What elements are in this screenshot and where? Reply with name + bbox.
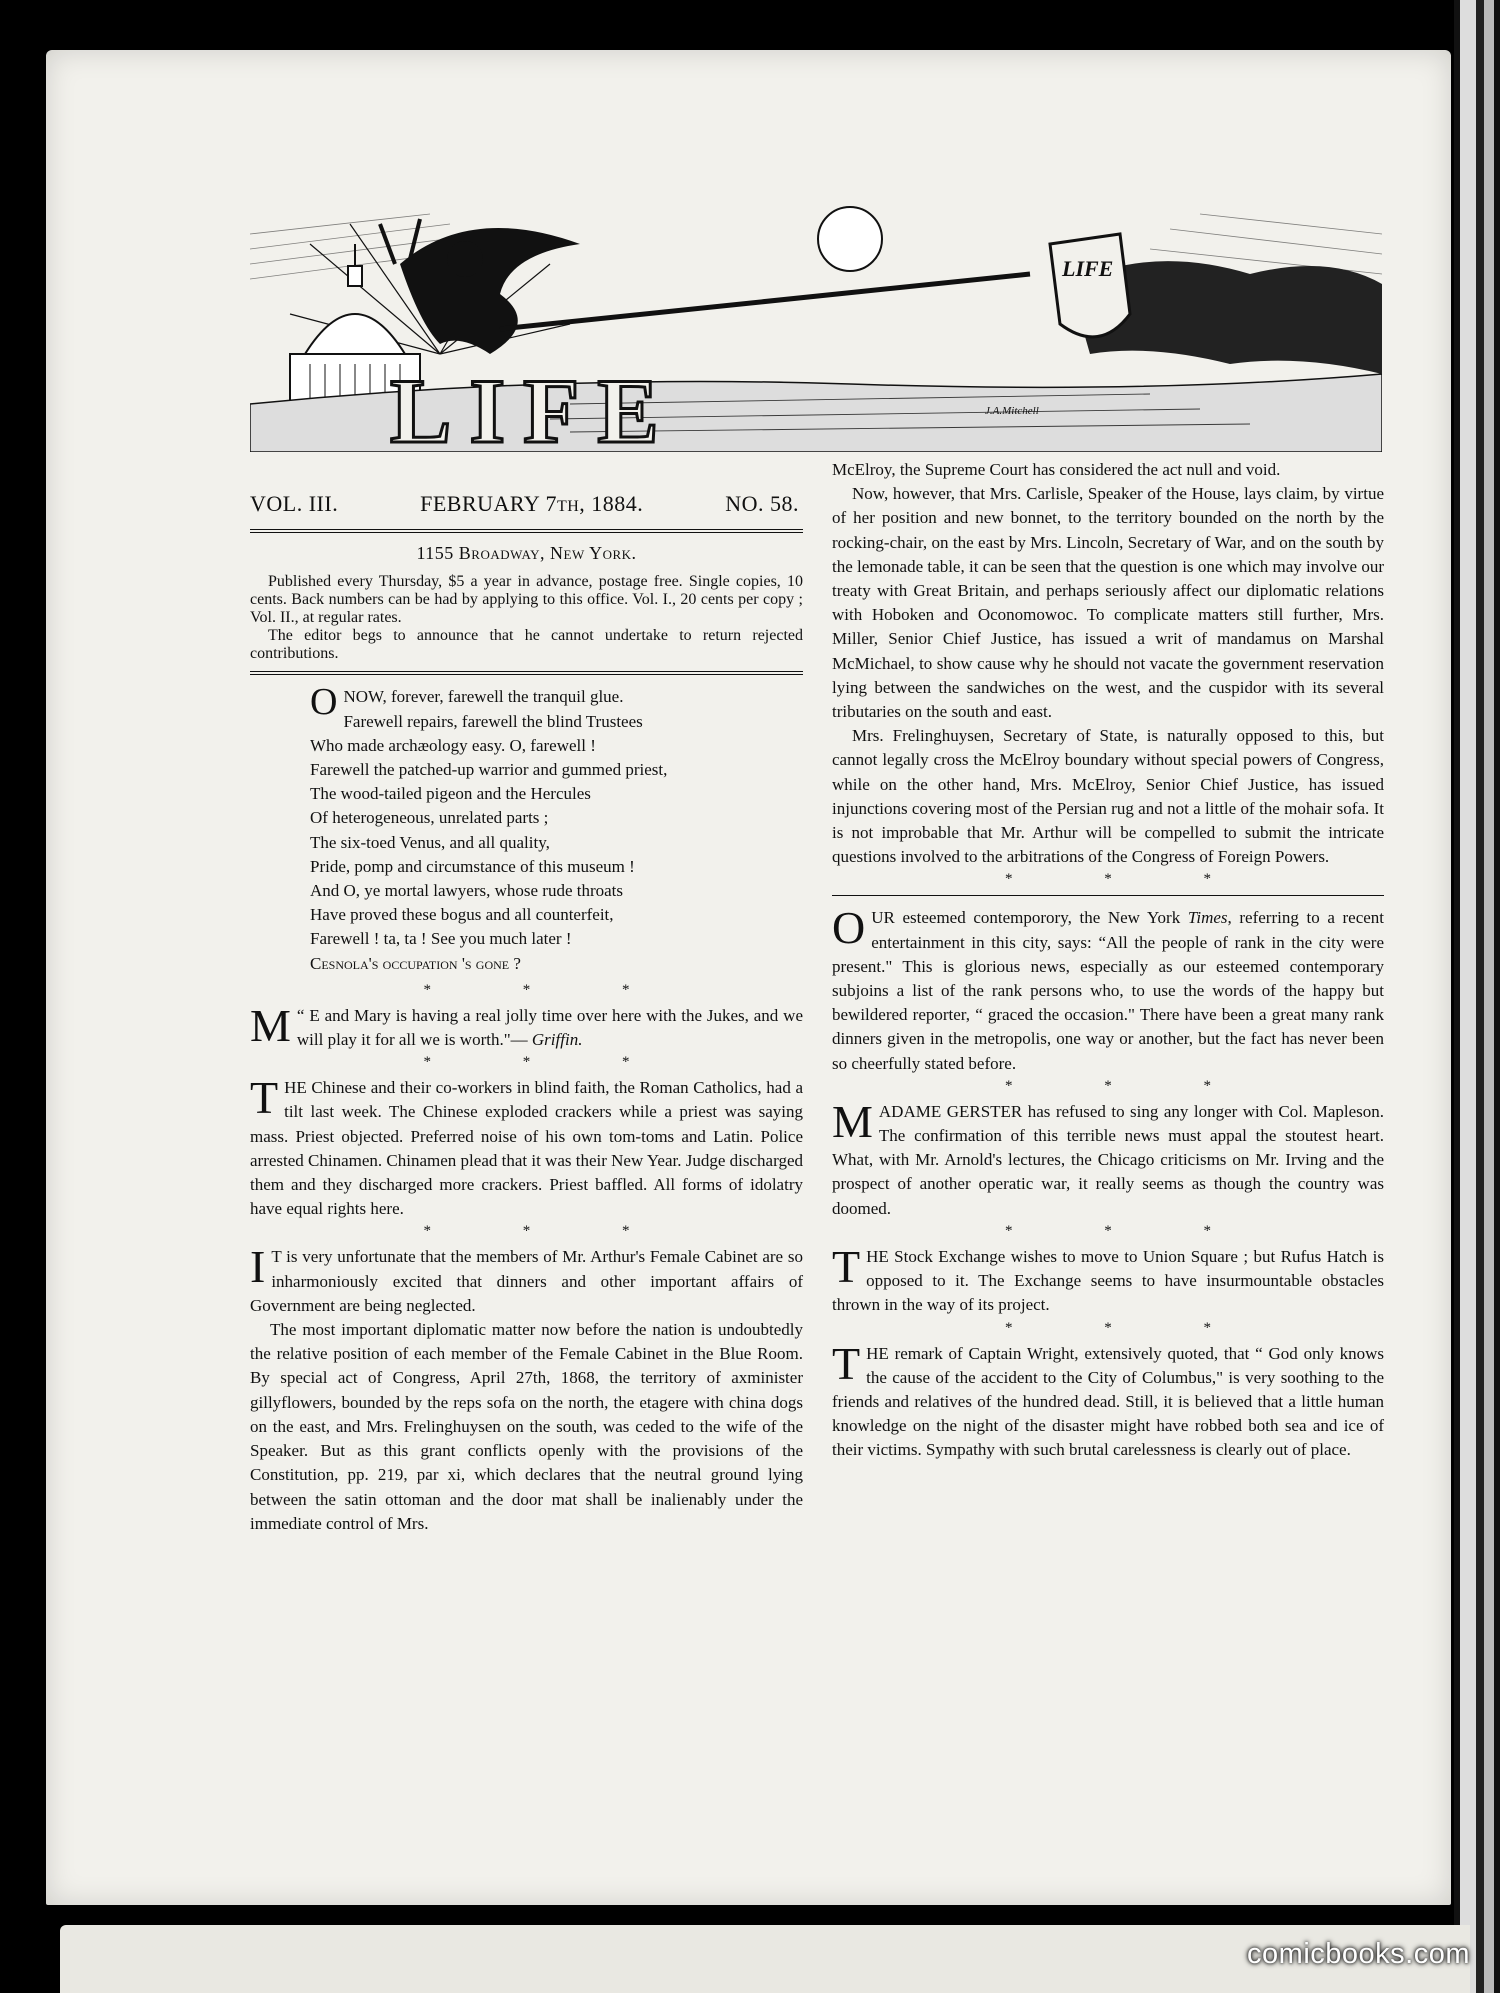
dropcap: T bbox=[832, 1240, 861, 1292]
cabinet-text: Now, however, that Mrs. Carlisle, Speaker of the House, lays claim, by virtue of her position and new bonnet, to the territory bounded on the north by the rocking-chair, on the east by Mrs. Lincoln, Secretary of War, and on the south by the lemonade table, it can be seen that the question is one which may involve our treaty with Great Britain, and perhaps seriously affect our diplomatic relations with Hoboken and Oconomowoc. To complicate matters still further, Mrs. Miller, Senior Chief Justice, has issued a writ of mandamus on Marshal McMichael, to show cause why he should not vacate the government reservation lying between the sandwiches on the west, and the cuspidor with its several tributaries on the south and east. bbox=[832, 484, 1384, 722]
dropcap: O bbox=[310, 681, 338, 724]
griffin-text: E and Mary is having a real jolly time over here with the Jukes, and we will play it for all we is worth."— bbox=[296, 1005, 804, 1050]
poem-line: Farewell ! ta, ta ! See you much later ! bbox=[310, 929, 572, 949]
cabinet-text: T is very unfortunate that the members of Mr. Arthur's Female Cabinet are so inharmoniously excited that dinners and other important affairs of Government are being neglected. bbox=[250, 1247, 803, 1315]
exchange-text: HE Stock Exchange wishes to move to Union Square ; but Rufus Hatch is opposed to it. The Exchange seems to have insurmountable obstacles thrown in the way of its project. bbox=[832, 1246, 1384, 1315]
dropcap: I bbox=[250, 1241, 266, 1293]
exchange-item bbox=[832, 1240, 1384, 1318]
separator-stars: * * * bbox=[423, 1054, 674, 1071]
address: 1155 Broadway, New York. bbox=[416, 543, 637, 564]
poem-line: Farewell repairs, farewell the blind Trustees bbox=[343, 711, 643, 731]
issue-number: NO. 58. bbox=[725, 491, 799, 516]
griffin-attribution: Griffin. bbox=[531, 1030, 583, 1050]
shield-text: LIFE bbox=[1062, 256, 1114, 281]
cabinet-text-continued: McElroy, the Supreme Court has considered the act null and void. bbox=[832, 460, 1281, 479]
cabinet-text: The most important diplomatic matter now before the nation is undoubtedly the relative position of each member of the Female Cabinet in the Blue Room. By special act of Congress, April 27th, 1868, the territory of axminister gillyflowers, bounded by the reps sofa on the north, the etagere with china dogs on the east, and Mrs. Frelinghuysen on the south, was ceded to the wife of the Speaker. But as this grant conflicts openly with the provisions of the Constitution, pp. 219, par xi, which declares that the neutral ground lying between the satin ottoman and the door mat shall be inalienably under the immediate control of Mrs. bbox=[250, 1320, 803, 1533]
masthead-title: LIFE bbox=[390, 360, 677, 452]
publication-info bbox=[250, 573, 803, 663]
separator-stars: * * * bbox=[1005, 1222, 1255, 1239]
rule bbox=[250, 674, 803, 675]
dropcap: O bbox=[832, 902, 866, 954]
editor-notice: The editor begs to announce that he cannot undertake to return rejected contributions. bbox=[250, 627, 803, 663]
poem bbox=[310, 681, 803, 975]
rule bbox=[250, 671, 803, 672]
artist-signature: J.A.Mitchell bbox=[985, 405, 1039, 417]
left-column bbox=[250, 492, 803, 1536]
chinese-item bbox=[250, 1072, 803, 1221]
volume: VOL. III. bbox=[250, 491, 339, 516]
poem-line: The six-toed Venus, and all quality, bbox=[310, 832, 550, 852]
poem-line: Farewell the patched-up warrior and gummed priest, bbox=[310, 760, 668, 780]
dropcap: T bbox=[832, 1337, 861, 1389]
gerster-text: ADAME GERSTER has refused to sing any longer with Col. Mapleson. The confirmation of this terrible news must appal the stoutest heart. What, with Mr. Arnold's lectures, the Chicago criticisms on Mr. Irving and the prospect of another operatic war, it really seems as though the country was doomed. bbox=[832, 1101, 1384, 1218]
separator-stars: * * * bbox=[1005, 871, 1255, 888]
poem-line: NOW, forever, farewell the tranquil glue. bbox=[343, 687, 624, 707]
poem-line: Have proved these bogus and all counterfeit, bbox=[310, 905, 614, 925]
poem-line: Of heterogeneous, unrelated parts ; bbox=[310, 808, 549, 828]
dropcap: M bbox=[250, 999, 291, 1051]
masthead-illustration bbox=[250, 204, 1382, 452]
gerster-item bbox=[832, 1095, 1384, 1221]
poem-line: Who made archæology easy. O, farewell ! bbox=[310, 735, 596, 755]
separator-stars: * * * bbox=[423, 981, 674, 998]
dropcap: T bbox=[250, 1072, 279, 1124]
adjacent-page-edge bbox=[1454, 0, 1500, 1993]
separator-stars: * * * bbox=[423, 1223, 674, 1240]
wright-item bbox=[832, 1337, 1384, 1463]
issue-date: FEBRUARY 7TH, 1884. bbox=[420, 491, 644, 516]
site-watermark: comicbooks.com bbox=[1247, 1938, 1470, 1970]
publication-terms: Published every Thursday, $5 a year in advance, postage free. Single copies, 10 cents. Back numbers can be had by applying to this office. Vol. I., 20 cents per copy ; Vol. II., at regular rates. bbox=[250, 573, 803, 627]
separator-stars: * * * bbox=[1005, 1077, 1255, 1094]
times-item: OUR esteemed contemporory, the New York Times, referring to a recent entertainment in this city, says: “All the people of rank in the city were present." This is glorious news, especially as our esteemed contemporary subjoins a list of the rank persons who, to use the words of the happy but bewildered reporter, “ graced the occasion." There have been a great many rank dinners given in the metropolis, one way or another, but the fact has never been so cheerfully stated before. bbox=[832, 895, 1384, 1075]
right-column bbox=[832, 458, 1384, 1463]
issue-line bbox=[250, 492, 803, 525]
poem-line: The wood-tailed pigeon and the Hercules bbox=[310, 784, 591, 804]
separator-stars: * * * bbox=[1005, 1319, 1255, 1336]
masthead-svg bbox=[250, 204, 1382, 452]
poem-line: Cesnola's occupation 's gone ? bbox=[310, 953, 521, 973]
poem-line: Pride, pomp and circumstance of this museum ! bbox=[310, 856, 635, 876]
cabinet-text: Mrs. Frelinghuysen, Secretary of State, is naturally opposed to this, but cannot legally cross the McElroy boundary without special powers of Congress, while on the other hand, Mrs. McElroy, Senior Chief Justice, has issued injunctions covering most of the Persian rug and not a little of the mohair sofa. It is not improbable that Mr. Arthur will be compelled to submit the intricate questions involved to the arbitrations of the Congress of Foreign Powers. bbox=[832, 726, 1384, 867]
cabinet-item bbox=[250, 1241, 803, 1535]
griffin-item: “ M E and Mary is having a real jolly time over here with the Jukes, and we will play it for all we is worth."— Griffin. bbox=[250, 999, 804, 1051]
wright-text: HE remark of Captain Wright, extensively quoted, that “ God only knows the cause of the accident to the City of Columbus," is very soothing to the friends and relatives of the hundred dead. Still, it is believed that a little human knowledge on the night of the disaster might have robbed both sea and ice of their victims. Sympathy with such brutal carelessness is clearly out of place. bbox=[832, 1343, 1384, 1460]
dropcap: M bbox=[832, 1095, 873, 1147]
poem-line: And O, ye mortal lawyers, whose rude throats bbox=[310, 881, 624, 901]
rule bbox=[250, 529, 803, 533]
chinese-text: HE Chinese and their co-workers in blind faith, the Roman Catholics, had a tilt last week. The Chinese exploded crackers while a priest was saying mass. Priest objected. Preferred noise of his own tom-toms and Latin. Police arrested Chinamen. Chinamen plead that it was their New Year. Judge discharged them and they discharged more crackers. Priest baffled. All forms of idolatry have equal rights here. bbox=[250, 1078, 803, 1219]
